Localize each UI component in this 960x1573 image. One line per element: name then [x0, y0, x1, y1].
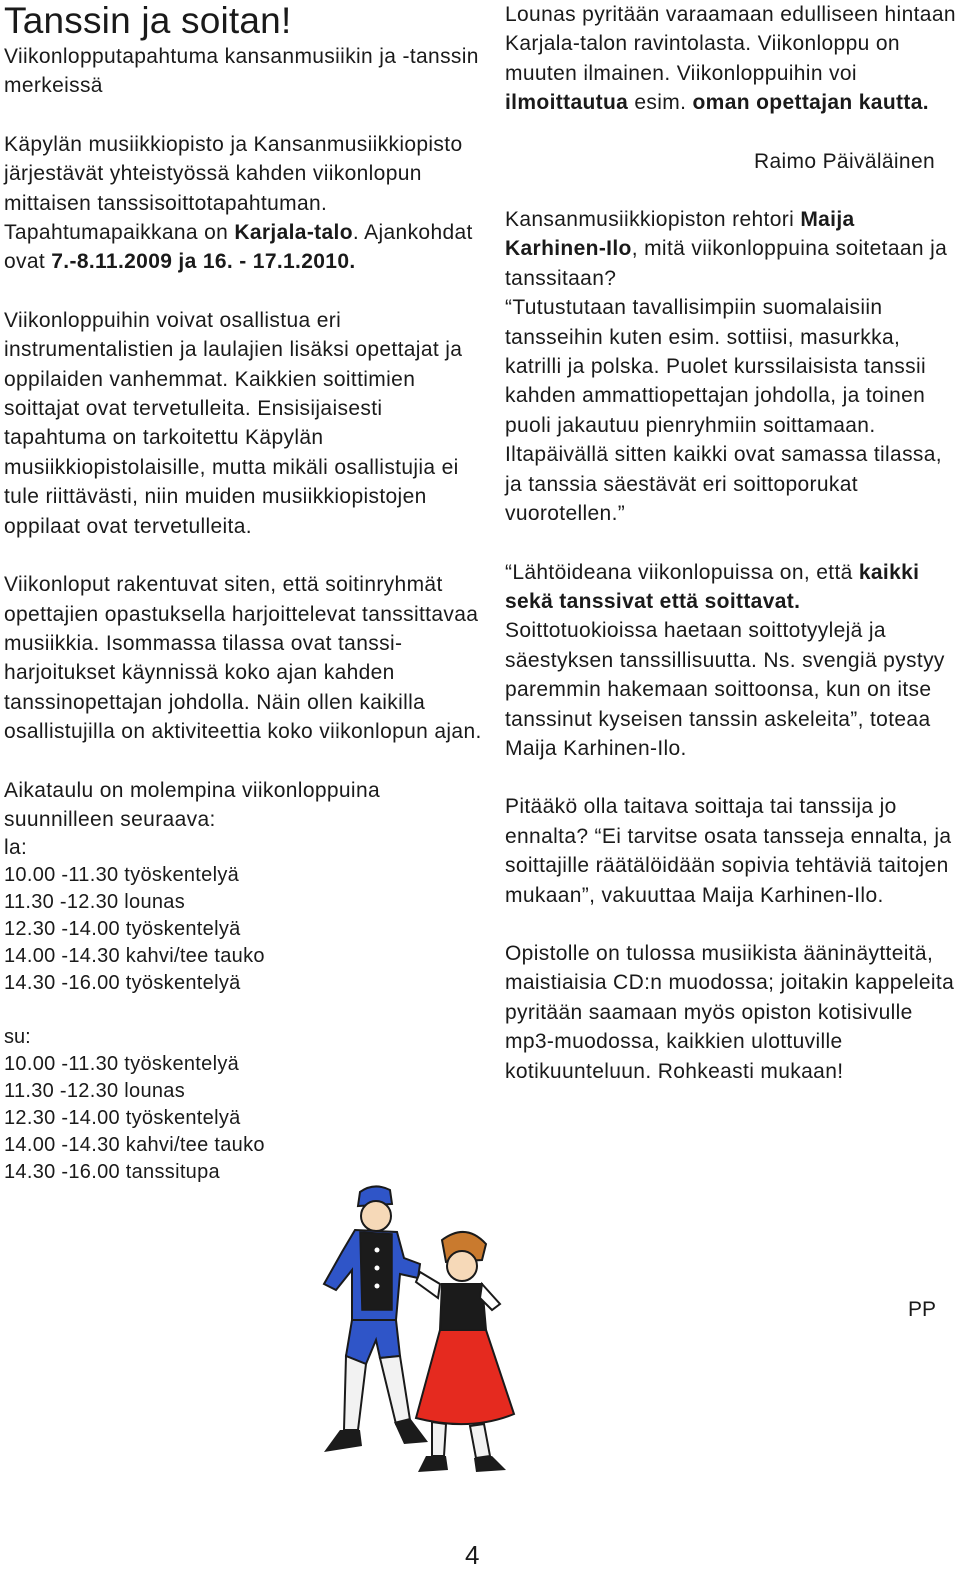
schedule-item: 12.30 -14.00 työskentelyä [4, 918, 241, 941]
man-figure [324, 1186, 428, 1452]
article-subtitle: Viikonlopputapahtuma kansanmusiikin ja -tanssin merkeissä [4, 45, 479, 98]
event-dates: 7.-8.11.2009 ja 16. - 17.1.2010. [51, 250, 356, 274]
right-column [505, 0, 957, 1086]
woman-figure [416, 1232, 514, 1472]
saturday-label: la: [4, 836, 28, 860]
article-title: Tanssin ja soitan! [4, 0, 292, 41]
sunday-label: su: [4, 1026, 31, 1049]
schedule-item: 12.30 -14.00 työskentelyä [4, 1107, 241, 1130]
schedule-item: 14.30 -16.00 tanssitupa [4, 1161, 220, 1184]
dance-and-play-emphasis: kaikki sekä tanssivat että soittavat. [505, 560, 920, 613]
schedule-item: 14.30 -16.00 työskentelyä [4, 972, 241, 995]
schedule-item: 11.30 -12.30 lounas [4, 1080, 186, 1103]
lunch-paragraph: Lounas pyritään varaamaan edulliseen hintaan Karjala-talon ravintolasta. Viikonloppu on muuten ilmainen. Viikonloppuihin voi ilmoittautua esim. oman opettajan kautta. [505, 3, 956, 115]
schedule-item: 14.00 -14.30 kahvi/tee tauko [4, 1134, 265, 1157]
left-column [4, 0, 484, 1186]
samples-paragraph: Opistolle on tulossa musiikista ääninäytteitä, maistiaisia CD:n muodossa; joitakin kappeleita pyritään saamaan myös opiston kotisivulle mp3-muodossa, kaikkien ulottuville kotikuunteluun. Rohkeasti mukaan! [505, 941, 955, 1083]
idea-paragraph: “Lähtöideana viikonlopuissa on, että kaikki sekä tanssivat että soittavat. Soittotuokioissa haetaan soittotyylejä ja säestyksen tanssillisuutta. Ns. svengiä pystyy paremmin hakemaan soittoonsa, kun on itse tanssinut kyseisen tanssin askeleita”, toteaa Maija Karhinen-Ilo. [505, 560, 945, 760]
schedule-item: 10.00 -11.30 työskentelyä [4, 1053, 240, 1076]
saturday-schedule [4, 862, 484, 997]
register-emphasis: ilmoittautua [505, 91, 629, 115]
intro-paragraph: Käpylän musiikkiopisto ja Kansanmusiikkiopisto järjestävät yhteistyössä kahden viikonlopun mittaisen tanssisoittotapahtuman. Tapahtumapaikkana on Karjala-talo. Ajankohdat ovat 7.-8.11.2009 ja 16. - 17.1.2010. [4, 132, 473, 274]
signature-initials: PP [908, 1298, 937, 1321]
schedule-item: 11.30 -12.30 lounas [4, 891, 186, 914]
page-number: 4 [465, 1540, 480, 1570]
skills-paragraph: Pitääkö olla taitava soittaja tai tanssija jo ennalta? “Ei tarvitse osata tansseja ennalta, ja soittajille räätälöidään sopivia tehtäviä taitojen mukaan”, vakuuttaa Maija Karhinen-Ilo. [505, 795, 952, 907]
venue-name: Karjala-talo [234, 221, 353, 245]
sunday-schedule [4, 1051, 484, 1186]
principal-name: Maija Karhinen-Ilo [505, 208, 855, 261]
participants-paragraph: Viikonloppuihin voivat osallistua eri instrumentalistien ja laulajien lisäksi opettajat ja oppilaiden vanhemmat. Kaikkien soittimien soittajat ovat tervetulleita. Ensisijaisesti tapahtuma on tarkoitettu Käpylän musiikkiopistolaisille, mutta mikäli osallistujia ei tule riittävästi, niin muiden musiikkiopistojen oppilaat ovat tervetulleita. [4, 308, 463, 538]
schedule-item: 14.00 -14.30 kahvi/tee tauko [4, 945, 265, 968]
teacher-emphasis: oman opettajan kautta. [692, 91, 929, 115]
schedule-intro: Aikataulu on molempina viikonloppuina suunnilleen seuraava: [4, 778, 381, 831]
author-name: Raimo Päiväläinen [753, 149, 935, 173]
interview-question: Kansanmusiikkiopiston rehtori Maija Karhinen-Ilo, mitä viikonloppuina soitetaan ja tanssitaan? [505, 208, 948, 290]
folk-dancing-couple-illustration [300, 1180, 518, 1485]
structure-paragraph: Viikonloput rakentuvat siten, että soitinryhmät opettajien opastuksella harjoittelevat tanssittavaa musiikkia. Isommassa tilassa ovat tanssi-harjoitukset käynnissä koko ajan kahden tanssinopettajan johdolla. Näin ollen kaikilla osallistujilla on aktiviteettia koko viikonlopun ajan. [4, 573, 482, 744]
schedule-item: 10.00 -11.30 työskentelyä [4, 864, 240, 887]
interview-answer: “Tutustutaan tavallisimpiin suomalaisiin tansseihin kuten esim. sottiisi, masurkka, katrilli ja polska. Puolet kurssilaisista tanssii kahden ammattiopettajan johdolla, ja toinen puoli jakautuu pienryhmiin soittamaan. Iltapäivällä sitten kaikki ovat samassa tilassa, ja tanssia säestävät eri soittoporukat vuorotellen.” [505, 296, 942, 526]
